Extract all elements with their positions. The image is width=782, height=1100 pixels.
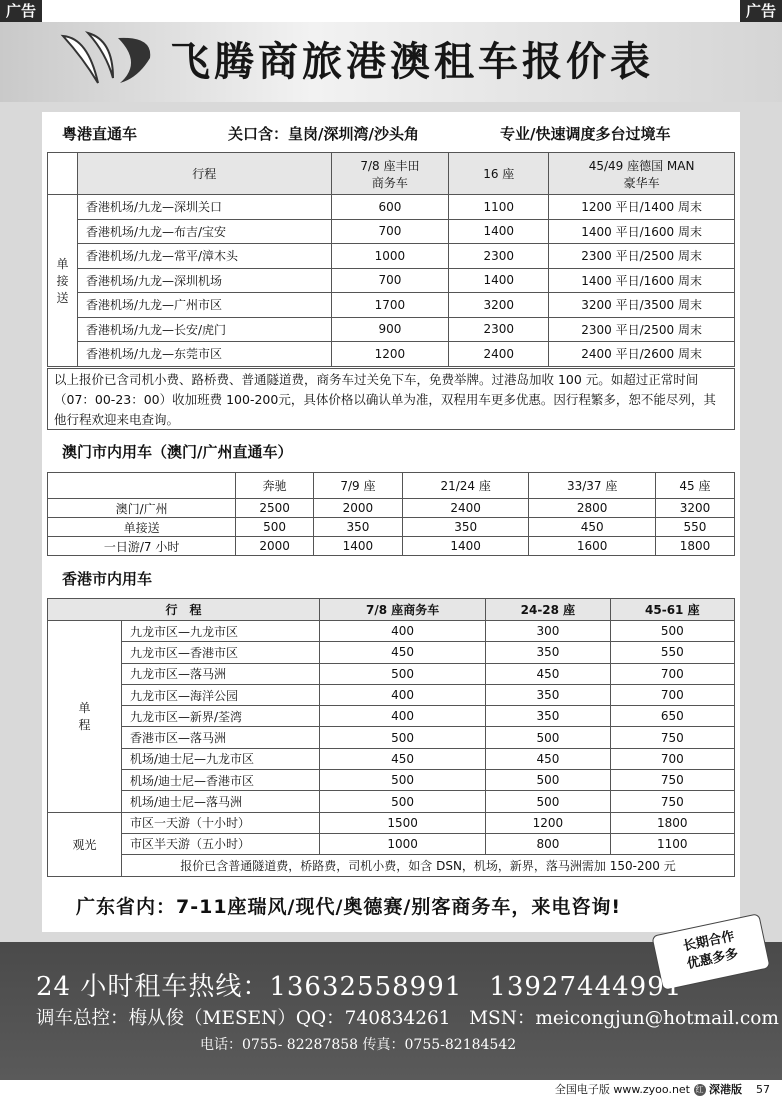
table-cell: 香港机场/九龙—深圳机场 [77, 268, 331, 293]
table-cell: 750 [610, 727, 734, 748]
table-cell: 1700 [331, 293, 449, 318]
table-cell: 500 [486, 770, 610, 791]
table-cell: 2000 [313, 499, 402, 518]
column-header: 45 座 [655, 473, 734, 499]
table-cell: 1400 平日/1600 周末 [549, 219, 735, 244]
row-group-label: 单 接 送 [48, 195, 78, 367]
page-footer [0, 1080, 782, 1100]
table-row [48, 342, 735, 367]
column-header: 33/37 座 [529, 473, 656, 499]
table-cell: 1400 [449, 268, 549, 293]
table-cell: 2500 [236, 499, 314, 518]
table-cell: 750 [610, 770, 734, 791]
column-header: 21/24 座 [402, 473, 529, 499]
table-cell: 450 [320, 642, 486, 663]
table-cell: 1000 [331, 244, 449, 269]
section1-ports: 关口含：皇岗/深圳湾/沙头角 [228, 125, 419, 143]
table-cell: 机场/迪士尼—香港市区 [122, 770, 320, 791]
table-cell: 400 [320, 706, 486, 727]
column-header: 奔驰 [236, 473, 314, 499]
table-row [48, 537, 735, 556]
table-cell: 450 [486, 748, 610, 769]
table-cell: 1500 [320, 812, 486, 833]
table-cell: 500 [320, 727, 486, 748]
table-cell: 700 [331, 219, 449, 244]
table-cell: 九龙市区—九龙市区 [122, 621, 320, 642]
table-cell: 1100 [610, 833, 734, 854]
table-cell: 机场/迪士尼—落马洲 [122, 791, 320, 812]
table-cell: 3200 [449, 293, 549, 318]
table-cell: 500 [486, 727, 610, 748]
table-cell: 2300 平日/2500 周末 [549, 244, 735, 269]
table-row [48, 727, 735, 748]
table-cell: 香港机场/九龙—长安/虎门 [77, 317, 331, 342]
table-row [48, 244, 735, 269]
table-cell: 300 [486, 621, 610, 642]
column-header: 16 座 [449, 153, 549, 195]
sticker-line2: 优惠多多 [685, 946, 740, 973]
table-cell: 400 [320, 684, 486, 705]
table-cell: 一日游/7 小时 [48, 537, 236, 556]
table-cell: 九龙市区—香港市区 [122, 642, 320, 663]
table-cell: 500 [320, 770, 486, 791]
table-cell: 500 [486, 791, 610, 812]
table-cell: 350 [313, 518, 402, 537]
table-row [48, 268, 735, 293]
column-header: 45/49 座德国 MAN 豪华车 [549, 153, 735, 195]
table-row [48, 706, 735, 727]
section3-title: 香港市内用车 [62, 570, 153, 588]
side-spacer [48, 153, 78, 195]
table-cell: 500 [320, 791, 486, 812]
column-header: 7/8 座丰田 商务车 [331, 153, 449, 195]
table-cell: 九龙市区—落马洲 [122, 663, 320, 684]
table-row [48, 195, 735, 220]
table-cell: 香港机场/九龙—常平/漳木头 [77, 244, 331, 269]
column-header [48, 473, 236, 499]
table-cell: 2400 平日/2600 周末 [549, 342, 735, 367]
table-row [48, 833, 735, 854]
row-group-label: 单 程 [48, 621, 122, 813]
table-cell: 2400 [449, 342, 549, 367]
table-cell: 香港机场/九龙—东莞市区 [77, 342, 331, 367]
table-cell: 香港机场/九龙—布吉/宝安 [77, 219, 331, 244]
table-cell: 1100 [449, 195, 549, 220]
hongkong-price-table [47, 598, 735, 877]
column-header: 行程 [77, 153, 331, 195]
sticker-line1: 长期合作 [681, 928, 736, 955]
table-cell: 350 [486, 684, 610, 705]
section1-service: 专业/快速调度多台过境车 [500, 125, 671, 143]
table-cell: 700 [331, 268, 449, 293]
hotline: 24 小时租车热线：13632558991 13927444991 [36, 972, 683, 1002]
hk-note: 报价已含普通隧道费，桥路费，司机小费，如含 DSN，机场，新界，落马洲需加 150-200 元 [122, 854, 735, 876]
table-cell: 1200 平日/1400 周末 [549, 195, 735, 220]
column-header: 行 程 [48, 599, 320, 621]
province-notice: 广东省内：7-11座瑞风/现代/奥德赛/别客商务车，来电咨询! [76, 896, 622, 918]
table-cell: 350 [486, 642, 610, 663]
row-group-label: 观光 [48, 812, 122, 876]
table-cell: 2300 平日/2500 周末 [549, 317, 735, 342]
table-cell: 500 [236, 518, 314, 537]
table-row [48, 293, 735, 318]
table-cell: 500 [610, 621, 734, 642]
crossborder-note: 以上报价已含司机小费、路桥费、普通隧道费，商务车过关免下车，免费举牌。过港岛加收 100 元。如超过正常时间（07：00-23：00）收加班费 100-200元，具体价格以确认单为准，双程用车更多优惠。因行程繁多，恕不能尽列，其他行程欢迎来电查询。 [47, 368, 735, 430]
table-cell: 单接送 [48, 518, 236, 537]
table-cell: 1200 [486, 812, 610, 833]
dispatch-contact: 调车总控：梅从俊（MESEN）QQ：740834261 MSN：meicongjun@hotmail.com [36, 1008, 779, 1029]
table-cell: 2000 [236, 537, 314, 556]
table-cell: 600 [331, 195, 449, 220]
crossborder-price-table [47, 152, 735, 367]
table-cell: 机场/迪士尼—九龙市区 [122, 748, 320, 769]
column-header: 7/8 座商务车 [320, 599, 486, 621]
page-title: 飞腾商旅港澳租车报价表 [170, 39, 654, 85]
badge-icon: 红 [695, 1085, 704, 1094]
table-row [48, 684, 735, 705]
table-cell: 九龙市区—海洋公园 [122, 684, 320, 705]
table-cell: 700 [610, 748, 734, 769]
table-cell: 2300 [449, 317, 549, 342]
table-cell: 400 [320, 621, 486, 642]
table-row [48, 317, 735, 342]
table-row [48, 642, 735, 663]
page-number: 57 [756, 1083, 770, 1096]
table-row [48, 770, 735, 791]
table-cell: 1800 [655, 537, 734, 556]
edition: 深港版 [709, 1083, 742, 1096]
table-cell: 800 [486, 833, 610, 854]
table-row [48, 812, 735, 833]
table-cell: 700 [610, 684, 734, 705]
table-cell: 900 [331, 317, 449, 342]
ad-label-left: 广告 [0, 0, 42, 22]
table-cell: 香港市区—落马洲 [122, 727, 320, 748]
table-row [48, 748, 735, 769]
table-cell: 3200 平日/3500 周末 [549, 293, 735, 318]
site-text: 全国电子版 www.zyoo.net [554, 1083, 690, 1096]
table-cell: 1400 [449, 219, 549, 244]
table-cell: 1800 [610, 812, 734, 833]
macau-price-table [47, 472, 735, 556]
table-cell: 1400 平日/1600 周末 [549, 268, 735, 293]
table-row [48, 621, 735, 642]
table-cell: 550 [610, 642, 734, 663]
table-row [48, 499, 735, 518]
table-cell: 1200 [331, 342, 449, 367]
column-header: 24-28 座 [486, 599, 610, 621]
table-cell: 2800 [529, 499, 656, 518]
table-cell: 500 [320, 663, 486, 684]
table-cell: 市区半天游（五小时） [122, 833, 320, 854]
table-cell: 350 [486, 706, 610, 727]
table-cell: 九龙市区—新界/荃湾 [122, 706, 320, 727]
table-cell: 2400 [402, 499, 529, 518]
table-cell: 香港机场/九龙—深圳关口 [77, 195, 331, 220]
company-logo-icon [58, 28, 158, 90]
ad-label-right: 广告 [740, 0, 782, 22]
table-row [48, 518, 735, 537]
table-cell: 1400 [313, 537, 402, 556]
table-row [48, 219, 735, 244]
table-cell: 750 [610, 791, 734, 812]
table-cell: 2300 [449, 244, 549, 269]
column-header: 7/9 座 [313, 473, 402, 499]
table-cell: 450 [320, 748, 486, 769]
table-cell: 1000 [320, 833, 486, 854]
table-cell: 1400 [402, 537, 529, 556]
table-cell: 澳门/广州 [48, 499, 236, 518]
table-cell: 1600 [529, 537, 656, 556]
table-cell: 450 [529, 518, 656, 537]
section2-title: 澳门市内用车（澳门/广州直通车） [62, 443, 293, 461]
section1-title: 粤港直通车 [62, 125, 138, 143]
table-cell: 350 [402, 518, 529, 537]
table-cell: 550 [655, 518, 734, 537]
table-cell: 3200 [655, 499, 734, 518]
phone-fax: 电话：0755- 82287858 传真：0755-82184542 [200, 1037, 517, 1053]
table-cell: 450 [486, 663, 610, 684]
table-row [48, 791, 735, 812]
table-cell: 市区一天游（十小时） [122, 812, 320, 833]
table-cell: 650 [610, 706, 734, 727]
table-row [48, 663, 735, 684]
table-cell: 700 [610, 663, 734, 684]
column-header: 45-61 座 [610, 599, 734, 621]
table-cell: 香港机场/九龙—广州市区 [77, 293, 331, 318]
